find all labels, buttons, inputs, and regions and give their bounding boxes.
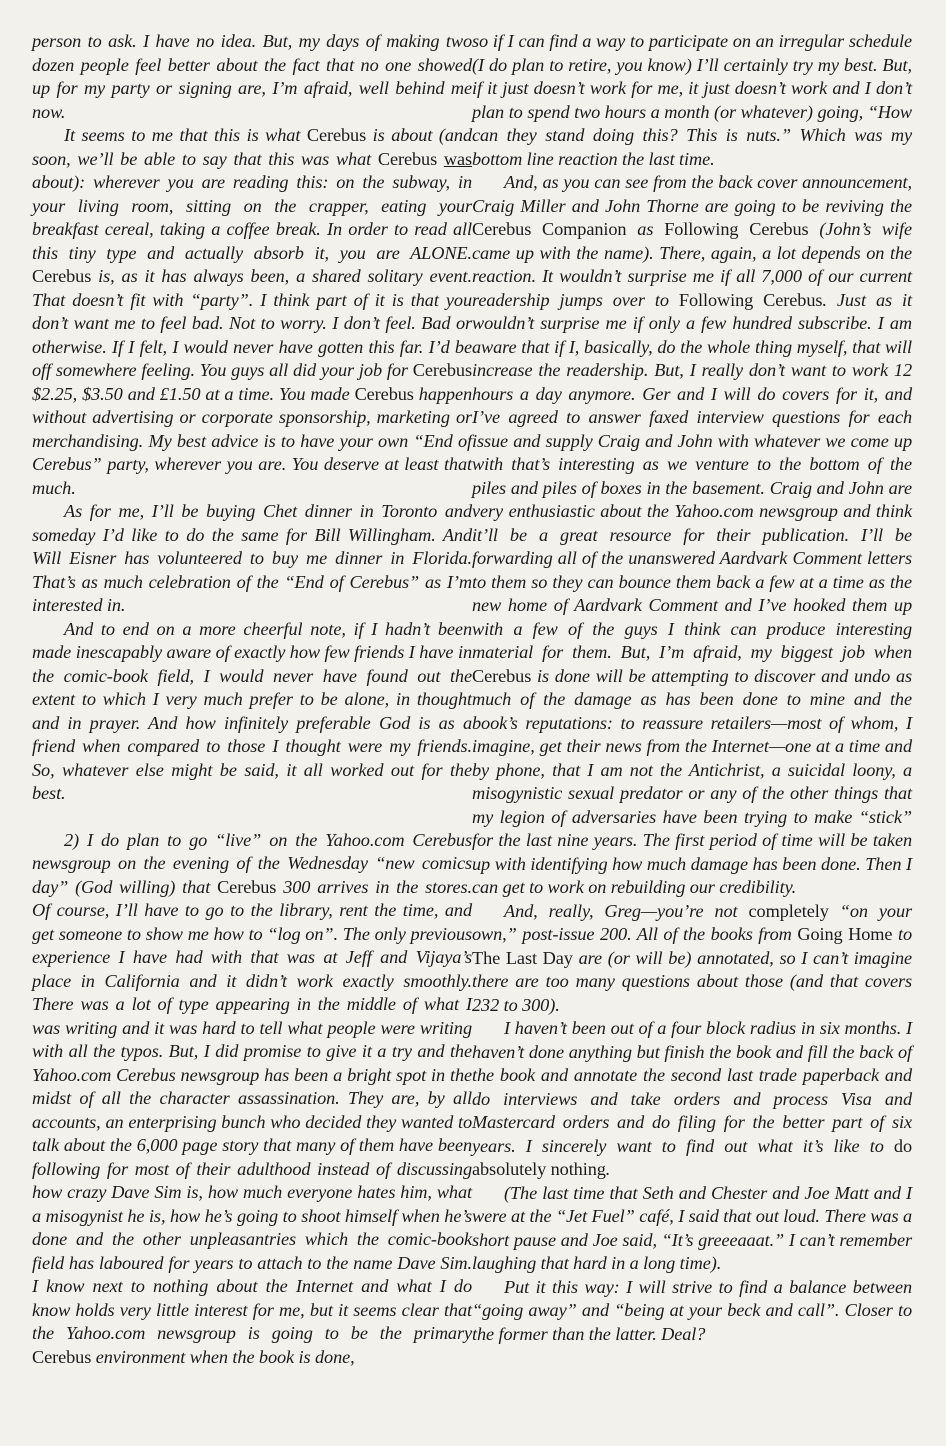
paragraph: person to ask. I have no idea. But, my days of making two dozen people feel better about the fact that no one showed up for my party or signing are, I’m afraid, well behind me now. (32, 31, 472, 122)
paragraph: so if I can find a way to participate on an irregular schedule (I do plan to retire, you know) I’ll certainly try my best. But, if it just doesn’t work for me, it just doesn’t work and I don’t plan to spend two hours a month (or whatever) going, “How can they stand doing this? This is nuts.” Which was my bottom line reaction the last time. (472, 31, 912, 169)
paragraph: (The last time that Seth and Chester and Joe Matt and I were at the “Jet Fuel” café, I said that out loud. There was a short pause and Joe said, “It’s greeeaaat.” I can’t remember laughing that hard in a long time). (472, 1182, 912, 1273)
paragraph: Put it this way: I will strive to find a balance between “going away” and “being at your beck and call”. Closer to the former than the latter. Deal? (472, 1276, 912, 1344)
paragraph: 2) I do plan to go “live” on the Yahoo.com Cerebus newsgroup on the evening of the Wednesday “new comics day” (God willing) that Cerebus 300 arrives in the stores. Of course, I’ll have to go to the library, rent the time, and get someone to show me how to “log on”. The only previous experience I have had with that was at Jeff and Vijaya’s place in California and it didn’t work exactly smoothly. There was a lot of type appearing in the middle of what I was writing and it was hard to tell what people were writing with all the typos. But, I did promise to give it a try and the Yahoo.com Cerebus newsgroup has been a bright spot in the midst of all the character assassination. They are, by all accounts, an enterprising bunch who decided they wanted to talk about the 6,000 page story that many of them have been following for most of their adulthood instead of discussing how crazy Dave Sim is, how much everyone hates him, what a misogynist he is, how he’s going to shoot himself when he’s done and the other unpleasantries which the comic-book field has laboured for years to attach to the name Dave Sim. I know next to nothing about the Internet and what I do know holds very little interest for me, but it seems clear that the Yahoo.com newsgroup is going to be the primary Cerebus environment when the book is done, (32, 829, 472, 1367)
paragraph: And, as you can see from the back cover announcement, Craig Miller and John Thorne are going to be reviving the Cerebus Companion as Following Cerebus (John’s wife came up with the name). There, again, a lot depends on the reaction. It wouldn’t surprise me if all 7,000 of our current readership jumps over to Following Cerebus. Just as it wouldn’t surprise me if only a few hundred subscribe. I am aware that if I, basically, do the whole thing myself, that will increase the readership. But, I really don’t want to work 12 hours a day anymore. Ger and I will do covers for it, and I’ve agreed to answer faxed interview questions for each issue and supply Craig and John with whatever we come up with that’s interesting as we venture to the bottom of the piles and piles of boxes in the basement. Craig and John are very enthusiastic about the Yahoo.com newsgroup and think it’ll be a great resource for their publication. I’ll be forwarding all of the unanswered Aardvark Comment letters to them so they can bounce them back a few at a time as the new home of Aardvark Comment and I’ve hooked them up with a few of the guys I think can produce interesting material for them. But, I’m afraid, my biggest job when Cerebus is done will be attempting to discover and undo as much of the damage as has been done to mine and the book’s reputations: to reassure retailers—most of whom, I imagine, get their news from the Internet—one at a time and by phone, that I am not the Antichrist, a suicidal loony, a misogynistic sexual predator or any of the other things that my legion of adversaries have been trying to make “stick” for the last nine years. The first period of time will be taken up with identifying how much damage has been done. Then I can get to work on rebuilding our credibility. (472, 172, 912, 897)
right-column (472, 30, 912, 1346)
paragraph: It seems to me that this is what Cerebus is about (and soon, we’ll be able to say that this was what Cerebus was about): wherever you are reading this: on the subway, in your living room, sitting on the crapper, eating your breakfast cereal, taking a coffee break. In order to read all this tiny type and actually absorb it, you are ALONE. Cerebus is, as it has always been, a shared solitary event. That doesn’t fit with “party”. I think part of it is that you don’t want me to feel bad. Not to worry. I don’t feel. Bad or otherwise. If I felt, I would never have gotten this far. I’d be off somewhere feeling. You guys all did your job for Cerebus $2.25, $3.50 and £1.50 at a time. You made Cerebus happen without advertising or corporate sponsorship, marketing or merchandising. My best advice is to have your own “End of Cerebus” party, wherever you are. You deserve at least that much. (32, 125, 472, 498)
paragraph: As for me, I’ll be buying Chet dinner in Toronto and someday I’d like to do the same for Bill Willingham. And Will Eisner has volunteered to buy me dinner in Florida. That’s as much celebration of the “End of Cerebus” as I’m interested in. (32, 501, 472, 615)
left-column (32, 30, 472, 1369)
paragraph: I haven’t been out of a four block radius in six months. I haven’t done anything but finish the book and fill the back of the book and annotate the second last trade paperback and do interviews and take orders and process Visa and Mastercard orders and do filing for the better part of six years. I sincerely want to find out what it’s like to do absolutely nothing. (472, 1018, 912, 1179)
paragraph: And, really, Greg—you’re not completely “on your own,” post-issue 200. All of the books from Going Home to The Last Day are (or will be) annotated, so I can’t imagine there are too many questions about those (and that covers 232 to 300). (472, 900, 912, 1015)
paragraph: And to end on a more cheerful note, if I hadn’t been made inescapably aware of exactly how few friends I have in the comic-book field, I would never have found out the extent to which I very much prefer to be alone, in thought and in prayer. And how infinitely preferable God is as a friend when compared to those I thought were my friends. So, whatever else might be said, it all worked out for the best. (32, 618, 472, 803)
